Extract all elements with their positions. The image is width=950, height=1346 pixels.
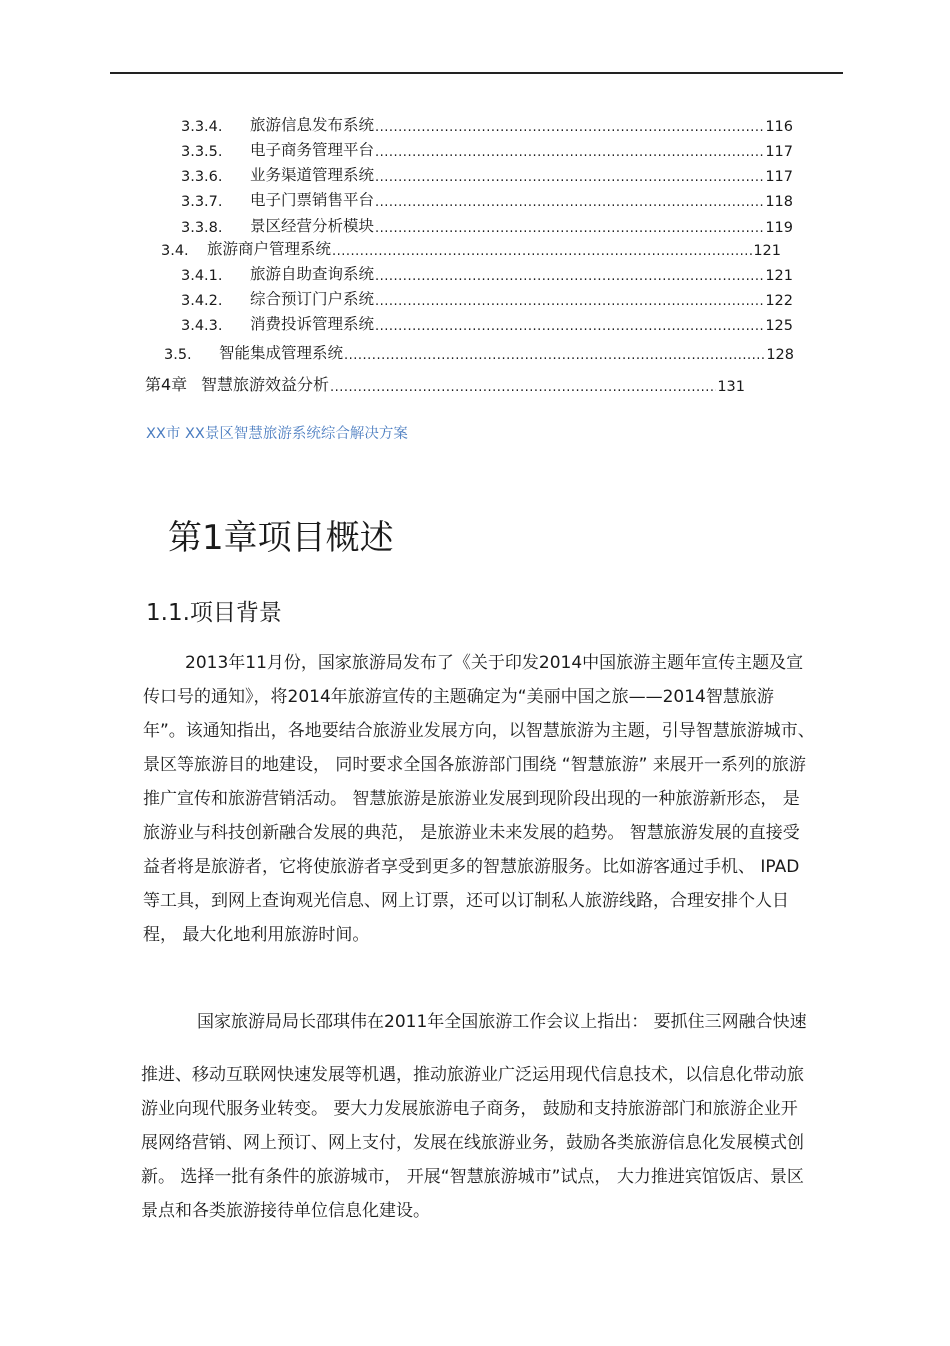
toc-entry-page: 121 <box>753 243 781 259</box>
toc-entry[interactable] <box>181 287 793 309</box>
toc-entry-title: 电子商务管理平台 <box>250 141 375 159</box>
toc-entry[interactable] <box>181 262 793 284</box>
paragraph-background: 2013年11月份，国家旅游局发布了《关于印发2014中国旅游主题年宣传主题及宣传口号的通知》，将2014年旅游宣传的主题确定为“美丽中国之旅——2014智慧旅游年”。该通知指出，各地要结合旅游业发展方向，以智慧旅游为主题，引导智慧旅游城市、景区等旅游目的地建设， 同时要求全国各旅游部门围绕 “智慧旅游” 来展开一系列的旅游推广宣传和旅游营销活动。 智慧旅游是旅游业发展到现阶段出现的一种旅游新形态， 是旅游业与科技创新融合发展的典范， 是旅游业未来发展的趋势。 智慧旅游发展的直接受益者将是旅游者，它将使旅游者享受到更多的智慧旅游服务。比如游客通过手机、 IPAD 等工具，到网上查询观光信息、网上订票，还可以订制私人旅游线路，合理安排个人日程， 最大化地利用旅游时间。 <box>143 653 815 945</box>
toc-leader-dots <box>330 380 716 395</box>
toc-entry-title: 智慧旅游效益分析 <box>201 375 330 394</box>
toc-entry-number: 3.4.3. <box>181 318 223 334</box>
toc-entry[interactable] <box>145 373 745 395</box>
toc-entry-number: 3.5. <box>164 347 192 363</box>
toc-leader-dots <box>375 221 764 236</box>
toc-entry-page: 121 <box>765 268 793 284</box>
toc-entry-page: 117 <box>765 144 793 160</box>
toc-entry[interactable] <box>181 138 793 160</box>
toc-entry-title: 综合预订门户系统 <box>250 290 375 308</box>
toc-entry-number: 3.4.2. <box>181 293 223 309</box>
toc-entry[interactable] <box>181 163 793 185</box>
toc-entry-number: 3.3.6. <box>181 169 223 185</box>
toc-entry[interactable] <box>181 113 793 135</box>
document-header: XX市 XX景区智慧旅游系统综合解决方案 <box>146 426 408 442</box>
toc-leader-dots <box>375 319 764 334</box>
toc-entry-page: 128 <box>766 347 794 363</box>
toc-entry-number: 3.3.7. <box>181 194 223 210</box>
toc-leader-dots <box>375 120 764 135</box>
toc-entry-page: 116 <box>765 119 793 135</box>
paragraph-quote-intro: 国家旅游局局长邵琪伟在2011年全国旅游工作会议上指出： 要抓住三网融合快速 <box>197 1012 807 1032</box>
toc-entry-title: 旅游商户管理系统 <box>207 240 332 258</box>
toc-leader-dots <box>375 195 764 210</box>
chapter-title: 第1章项目概述 <box>168 518 394 558</box>
toc-entry-number: 3.3.4. <box>181 119 223 135</box>
toc-entry-title: 消费投诉管理系统 <box>250 315 375 333</box>
toc-entry-number: 3.3.8. <box>181 220 223 236</box>
toc-entry[interactable] <box>181 214 793 236</box>
toc-entry-number: 第4章 <box>145 375 188 394</box>
toc-entry[interactable] <box>161 237 781 259</box>
toc-entry-page: 118 <box>765 194 793 210</box>
toc-entry[interactable] <box>181 312 793 334</box>
toc-entry-page: 125 <box>765 318 793 334</box>
toc-entry-number: 3.4.1. <box>181 268 223 284</box>
toc-leader-dots <box>375 170 764 185</box>
toc-leader-dots <box>375 294 764 309</box>
toc-entry-page: 119 <box>765 220 793 236</box>
toc-entry-number: 3.4. <box>161 243 189 259</box>
toc-entry[interactable] <box>181 188 793 210</box>
toc-entry-page: 117 <box>765 169 793 185</box>
toc-entry-title: 旅游信息发布系统 <box>250 116 375 134</box>
toc-entry-title: 业务渠道管理系统 <box>250 166 375 184</box>
toc-leader-dots <box>375 145 764 160</box>
toc-entry[interactable] <box>164 341 794 363</box>
paragraph-quote-body: 推进、移动互联网快速发展等机遇，推动旅游业广泛运用现代信息技术，以信息化带动旅游业向现代服务业转变。 要大力发展旅游电子商务， 鼓励和支持旅游部门和旅游企业开展网络营销、网上预订、网上支付，发展在线旅游业务，鼓励各类旅游信息化发展模式创新。 选择一批有条件的旅游城市， 开展“智慧旅游城市”试点， 大力推进宾馆饭店、景区景点和各类旅游接待单位信息化建设。 <box>141 1065 804 1221</box>
header-rule <box>110 72 843 74</box>
toc-entry-title: 智能集成管理系统 <box>219 344 344 362</box>
toc-entry-page: 131 <box>717 379 745 395</box>
toc-entry-title: 旅游自助查询系统 <box>250 265 375 283</box>
section-title: 1.1.项目背景 <box>146 600 282 626</box>
toc-entry-title: 电子门票销售平台 <box>250 191 375 209</box>
toc-leader-dots <box>344 348 765 363</box>
toc-entry-page: 122 <box>765 293 793 309</box>
toc-entry-number: 3.3.5. <box>181 144 223 160</box>
toc-leader-dots <box>375 269 764 284</box>
toc-leader-dots <box>332 244 752 259</box>
toc-entry-title: 景区经营分析模块 <box>250 217 375 235</box>
